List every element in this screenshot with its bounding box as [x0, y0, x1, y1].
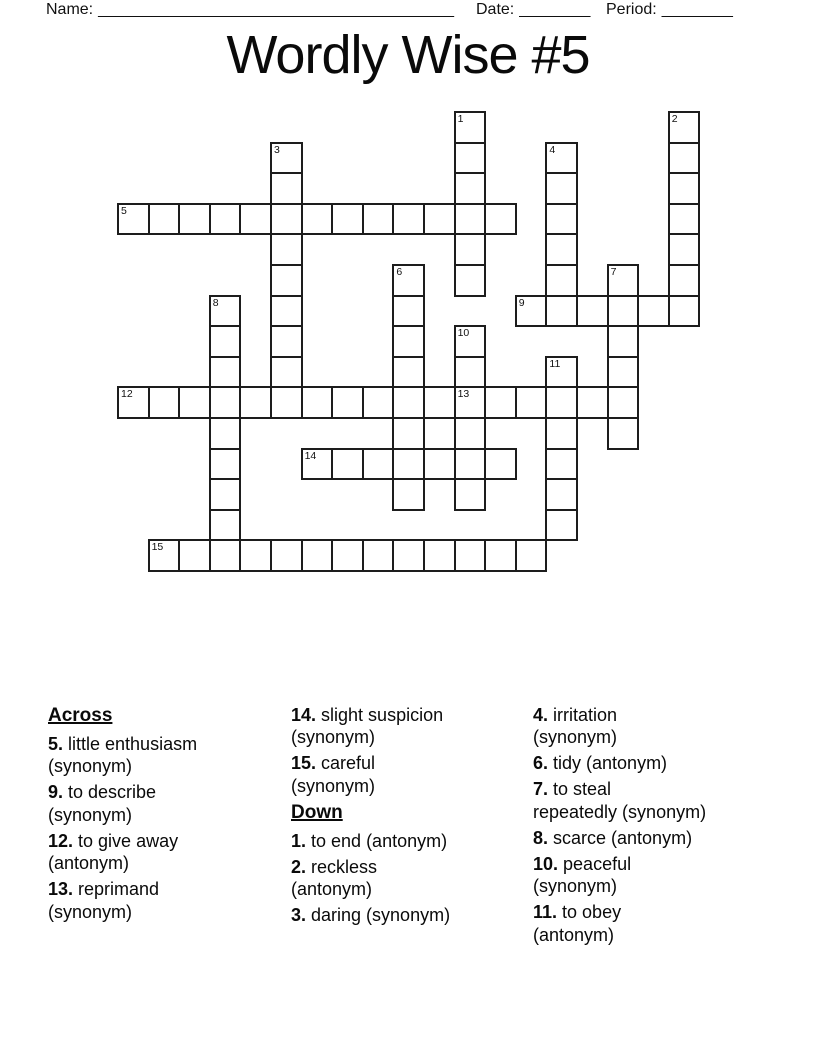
crossword-grid: [117, 111, 700, 572]
grid-cell[interactable]: [545, 478, 578, 511]
grid-cell[interactable]: [117, 203, 150, 236]
grid-cell[interactable]: [515, 295, 548, 328]
period-label: Period:: [606, 1, 657, 18]
grid-cell[interactable]: [209, 417, 242, 450]
grid-cell[interactable]: [362, 448, 395, 481]
grid-cell[interactable]: [301, 539, 334, 572]
grid-cell[interactable]: [454, 356, 487, 389]
name-blank-line: ________________________________________: [98, 1, 455, 18]
grid-cell[interactable]: [392, 478, 425, 511]
grid-cell[interactable]: [331, 386, 364, 419]
grid-cell[interactable]: [668, 142, 701, 175]
period-field: [606, 1, 733, 19]
grid-cell[interactable]: [484, 448, 517, 481]
grid-cell[interactable]: [607, 325, 640, 358]
clue-number: 1.: [291, 830, 307, 851]
clue-item[interactable]: 7. to steal repeatedly (synonym): [533, 779, 707, 822]
grid-cell[interactable]: [668, 203, 701, 236]
grid-cell[interactable]: [607, 417, 640, 450]
grid-cell[interactable]: [209, 356, 242, 389]
clue-column: [533, 704, 785, 950]
cell-number: 5: [121, 204, 127, 217]
grid-cell[interactable]: [545, 295, 578, 328]
grid-cell[interactable]: [484, 539, 517, 572]
grid-cell[interactable]: [270, 295, 303, 328]
grid-cell[interactable]: [301, 386, 334, 419]
grid-cell[interactable]: [270, 203, 303, 236]
grid-cell[interactable]: [209, 539, 242, 572]
grid-cell[interactable]: [454, 478, 487, 511]
grid-cell[interactable]: [270, 539, 303, 572]
cell-number: 11: [549, 357, 561, 370]
clue-number: 8.: [533, 827, 549, 848]
grid-cell[interactable]: [454, 203, 487, 236]
grid-cell[interactable]: [454, 325, 487, 358]
grid-cell[interactable]: [362, 203, 395, 236]
grid-cell[interactable]: [301, 448, 334, 481]
grid-cell[interactable]: [270, 172, 303, 205]
clue-number: 14.: [291, 705, 317, 725]
clue-number: 6.: [533, 753, 549, 774]
grid-cell[interactable]: [668, 172, 701, 205]
grid-cell[interactable]: [270, 386, 303, 419]
cell-number: 7: [610, 266, 617, 278]
grid-cell[interactable]: [301, 203, 334, 236]
grid-cell[interactable]: [454, 386, 487, 419]
grid-cell[interactable]: [423, 203, 456, 236]
grid-cell[interactable]: [209, 448, 242, 481]
grid-cell[interactable]: [454, 172, 487, 205]
grid-cell[interactable]: [454, 142, 487, 175]
clue-item[interactable]: 3. daring (synonym): [291, 905, 451, 926]
grid-cell[interactable]: [362, 539, 395, 572]
grid-cell[interactable]: [362, 386, 395, 419]
grid-cell[interactable]: [607, 295, 640, 328]
clue-item[interactable]: 9. to describe (synonym): [48, 782, 157, 825]
clue-column: [48, 704, 288, 927]
grid-cell[interactable]: [209, 295, 242, 328]
grid-cell[interactable]: [331, 448, 364, 481]
grid-cell[interactable]: [209, 478, 242, 511]
clue-item[interactable]: 5. little enthusiasm (synonym): [48, 734, 198, 777]
grid-cell[interactable]: [454, 233, 487, 266]
clue-item[interactable]: 15. careful (synonym): [291, 753, 376, 796]
grid-cell[interactable]: [545, 264, 578, 297]
grid-cell[interactable]: [392, 203, 425, 236]
grid-cell[interactable]: [178, 539, 211, 572]
grid-cell[interactable]: [454, 264, 487, 297]
grid-cell[interactable]: [515, 539, 548, 572]
cell-number: 3: [274, 143, 280, 156]
grid-cell[interactable]: [239, 203, 272, 236]
clue-item[interactable]: 14. slight suspicion (synonym): [291, 705, 444, 748]
clue-item[interactable]: 11. to obey (antonym): [533, 902, 622, 945]
grid-cell[interactable]: [423, 539, 456, 572]
grid-cell[interactable]: [392, 264, 425, 297]
grid-cell[interactable]: [607, 386, 640, 419]
cell-number: 8: [212, 296, 219, 309]
grid-cell[interactable]: [148, 386, 181, 419]
grid-cell[interactable]: [637, 295, 670, 328]
clue-number: 10.: [533, 853, 559, 874]
grid-cell[interactable]: [545, 203, 578, 236]
grid-cell[interactable]: [545, 356, 578, 389]
grid-cell[interactable]: [545, 417, 578, 450]
grid-cell[interactable]: [148, 203, 181, 236]
grid-cell[interactable]: [454, 539, 487, 572]
grid-cell[interactable]: [545, 386, 578, 419]
clue-item[interactable]: 1. to end (antonym): [291, 830, 448, 851]
grid-cell[interactable]: [454, 448, 487, 481]
clue-item[interactable]: 4. irritation (synonym): [533, 705, 618, 748]
cell-number: 1: [457, 113, 464, 125]
grid-cell[interactable]: [668, 295, 701, 328]
page-title: Wordly Wise #5: [226, 25, 590, 85]
clue-heading-down: Down: [291, 801, 343, 823]
clue-item[interactable]: 6. tidy (antonym): [533, 753, 668, 774]
grid-cell[interactable]: [331, 539, 364, 572]
cell-number: 12: [121, 388, 133, 401]
grid-cell[interactable]: [454, 417, 487, 450]
cell-number: 10: [457, 327, 470, 340]
cell-number: 9: [518, 296, 525, 309]
grid-cell[interactable]: [515, 386, 548, 419]
grid-cell[interactable]: [178, 203, 211, 236]
cell-number: 15: [151, 541, 164, 554]
grid-cell[interactable]: [607, 356, 640, 389]
clue-item[interactable]: 10. peaceful (synonym): [533, 853, 632, 897]
grid-cell[interactable]: [545, 172, 578, 205]
period-blank-line: ________: [661, 1, 733, 18]
clue-number: 13.: [48, 879, 74, 900]
clue-number: 7.: [533, 779, 549, 800]
clue-number: 12.: [48, 830, 74, 851]
date-label: Date:: [476, 1, 515, 18]
cell-number: 13: [457, 388, 470, 401]
grid-cell[interactable]: [454, 111, 487, 144]
grid-cell[interactable]: [545, 233, 578, 266]
grid-cell[interactable]: [392, 417, 425, 450]
cell-number: 4: [549, 143, 556, 156]
clue-item[interactable]: 13. reprimand (synonym): [48, 879, 160, 922]
grid-cell[interactable]: [392, 386, 425, 419]
grid-cell[interactable]: [270, 356, 303, 389]
grid-cell[interactable]: [545, 142, 578, 175]
clue-number: 15.: [291, 753, 317, 774]
grid-cell[interactable]: [576, 386, 609, 419]
grid-cell[interactable]: [392, 325, 425, 358]
grid-cell[interactable]: [392, 448, 425, 481]
grid-cell[interactable]: [270, 233, 303, 266]
grid-cell[interactable]: [178, 386, 211, 419]
grid-cell[interactable]: [239, 386, 272, 419]
clue-number: 3.: [291, 905, 307, 926]
grid-cell[interactable]: [209, 203, 242, 236]
grid-cell[interactable]: [576, 295, 609, 328]
clue-number: 11.: [533, 902, 558, 923]
clue-item[interactable]: 2. reckless (antonym): [291, 856, 378, 900]
grid-cell[interactable]: [423, 386, 456, 419]
clue-number: 5.: [48, 734, 64, 754]
grid-cell[interactable]: [270, 142, 303, 175]
name-field: [46, 1, 454, 19]
grid-cell[interactable]: [423, 448, 456, 481]
grid-cell[interactable]: [668, 264, 701, 297]
grid-cell[interactable]: [545, 448, 578, 481]
grid-cell[interactable]: [545, 509, 578, 542]
clue-number: 4.: [533, 705, 549, 725]
grid-cell[interactable]: [239, 539, 272, 572]
cell-number: 14: [304, 449, 317, 462]
clue-item[interactable]: 8. scarce (antonym): [533, 827, 693, 848]
cell-number: 6: [396, 266, 403, 278]
grid-cell[interactable]: [484, 203, 517, 236]
grid-cell[interactable]: [209, 386, 242, 419]
grid-cell[interactable]: [607, 264, 640, 297]
grid-cell[interactable]: [392, 295, 425, 328]
clue-number: 2.: [291, 856, 307, 877]
grid-cell[interactable]: [209, 509, 242, 542]
grid-cell[interactable]: [668, 111, 701, 144]
grid-cell[interactable]: [148, 539, 181, 572]
name-label: Name:: [46, 1, 94, 18]
grid-cell[interactable]: [484, 386, 517, 419]
clue-item[interactable]: 12. to give away (antonym): [48, 830, 179, 874]
date-blank-line: ________: [519, 1, 591, 18]
grid-cell[interactable]: [392, 356, 425, 389]
clue-number: 9.: [48, 782, 64, 803]
grid-cell[interactable]: [270, 325, 303, 358]
date-field: [476, 1, 590, 19]
grid-cell[interactable]: [209, 325, 242, 358]
grid-cell[interactable]: [668, 233, 701, 266]
grid-cell[interactable]: [117, 386, 150, 419]
clue-heading-across: Across: [48, 705, 113, 726]
grid-cell[interactable]: [392, 539, 425, 572]
clue-column: [291, 704, 531, 930]
grid-cell[interactable]: [270, 264, 303, 297]
cell-number: 2: [671, 113, 678, 125]
grid-cell[interactable]: [331, 203, 364, 236]
